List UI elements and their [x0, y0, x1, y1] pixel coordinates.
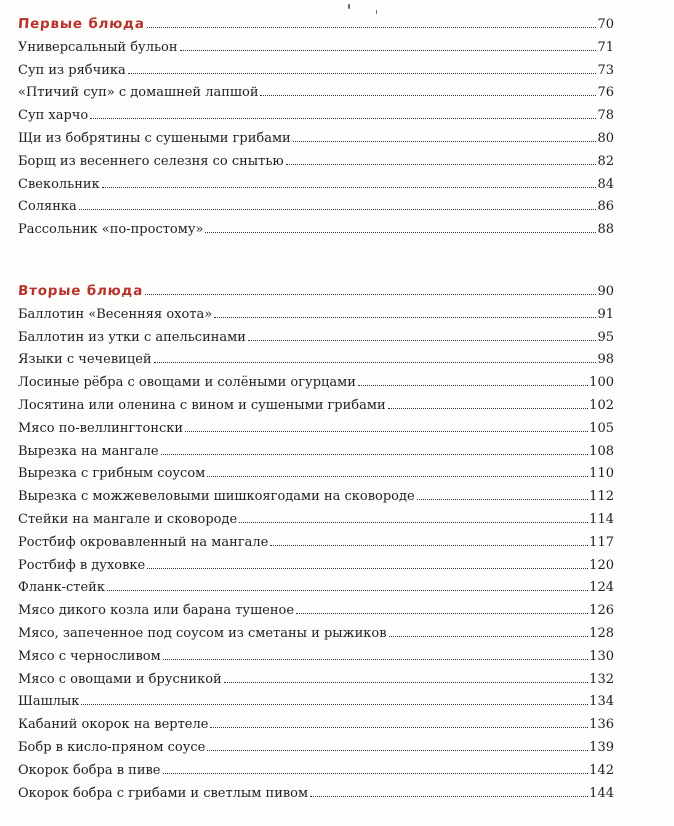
entry-title: Вырезка с можжевеловыми шишкоягодами на сковороде — [18, 489, 415, 505]
dot-leader — [147, 554, 588, 569]
entry-title: Ростбиф окровавленный на мангале — [18, 534, 269, 550]
toc-entry[interactable] — [18, 150, 614, 173]
dot-leader — [207, 462, 588, 477]
entry-page-number: 80 — [597, 130, 614, 146]
entry-title: Универсальный бульон — [18, 39, 178, 55]
entry-title: Шашлык — [18, 694, 80, 710]
entry-page-number: 120 — [589, 557, 614, 573]
entry-title: Вырезка на мангале — [18, 443, 159, 459]
toc-entry[interactable] — [18, 782, 614, 805]
entry-title: Языки с чечевицей — [18, 352, 152, 368]
toc-entry[interactable] — [18, 326, 614, 349]
toc-entry[interactable] — [18, 690, 614, 713]
toc-entry[interactable] — [18, 59, 614, 82]
toc-section-main-courses — [18, 280, 614, 804]
entry-title: Рассольник «по-простому» — [18, 222, 204, 238]
toc-entry[interactable] — [18, 394, 614, 417]
dot-leader — [270, 531, 588, 546]
dot-leader — [90, 104, 596, 119]
dot-leader — [154, 348, 597, 363]
dot-leader — [388, 394, 589, 409]
dot-leader — [248, 326, 597, 341]
entry-title: Суп харчо — [18, 108, 89, 124]
toc-entry[interactable] — [18, 531, 614, 554]
entry-title: Мясо с овощами и брусникой — [18, 671, 222, 687]
dot-leader — [163, 759, 589, 774]
dot-leader — [286, 150, 597, 165]
entry-page-number: 86 — [597, 199, 614, 215]
entry-title: Суп из рябчика — [18, 62, 126, 78]
section-heading-page: 70 — [597, 17, 614, 32]
dot-leader — [81, 690, 588, 705]
entry-title: Мясо с черносливом — [18, 648, 161, 664]
entry-page-number: 76 — [597, 85, 614, 101]
toc-entries — [18, 303, 614, 805]
entry-title: Лосятина или оленина с вином и сушеными грибами — [18, 397, 386, 413]
dot-leader — [358, 371, 588, 386]
toc-entry[interactable] — [18, 127, 614, 150]
toc-entry[interactable] — [18, 348, 614, 371]
toc-entry[interactable] — [18, 485, 614, 508]
entry-title: Фланк-стейк — [18, 580, 105, 596]
toc-entry[interactable] — [18, 371, 614, 394]
entry-title: Кабаний окорок на вертеле — [18, 717, 209, 733]
toc-entry[interactable] — [18, 508, 614, 531]
entry-page-number: 105 — [589, 420, 614, 436]
entry-page-number: 71 — [597, 39, 614, 55]
entry-page-number: 114 — [589, 511, 614, 527]
toc-entry[interactable] — [18, 645, 614, 668]
toc-entry[interactable] — [18, 104, 614, 127]
dot-leader — [161, 440, 589, 455]
toc-entry[interactable] — [18, 759, 614, 782]
toc-entry[interactable] — [18, 195, 614, 218]
toc-section-first-courses — [18, 13, 614, 241]
dot-leader — [210, 713, 588, 728]
dot-leader — [224, 668, 588, 683]
entry-title: Ростбиф в духовке — [18, 557, 146, 573]
dot-leader — [128, 59, 597, 74]
dot-leader — [79, 195, 597, 210]
entry-page-number: 136 — [589, 717, 614, 733]
entry-page-number: 139 — [589, 739, 614, 755]
entry-page-number: 108 — [589, 443, 614, 459]
dot-leader — [185, 417, 588, 432]
section-heading-row[interactable] — [18, 13, 614, 36]
entry-title: Мясо дикого козла или барана тушеное — [18, 603, 295, 619]
entry-page-number: 110 — [589, 466, 614, 482]
entry-title: Бобр в кисло-пряном соусе — [18, 739, 206, 755]
dot-leader — [389, 622, 589, 637]
toc-entries — [18, 36, 614, 241]
entry-page-number: 73 — [597, 62, 614, 78]
dot-leader — [260, 81, 596, 96]
entry-title: Мясо по-веллингтонски — [18, 420, 184, 436]
dot-leader — [147, 13, 597, 28]
entry-page-number: 144 — [589, 785, 614, 801]
section-heading: Первые блюда — [17, 16, 146, 32]
toc-entry[interactable] — [18, 173, 614, 196]
entry-page-number: 112 — [589, 489, 614, 505]
toc-entry[interactable] — [18, 554, 614, 577]
dot-leader — [296, 599, 588, 614]
entry-page-number: 128 — [589, 625, 614, 641]
toc-entry[interactable] — [18, 462, 614, 485]
entry-page-number: 134 — [589, 694, 614, 710]
section-heading-row[interactable] — [18, 280, 614, 303]
dot-leader — [310, 782, 588, 797]
entry-title: Мясо, запеченное под соусом из сметаны и рыжиков — [18, 625, 387, 641]
dot-leader — [417, 485, 588, 500]
entry-page-number: 88 — [597, 222, 614, 238]
entry-title: Свекольник — [18, 176, 100, 192]
entry-page-number: 78 — [597, 108, 614, 124]
toc-entry[interactable] — [18, 81, 614, 104]
dot-leader — [205, 218, 596, 233]
entry-page-number: 98 — [597, 352, 614, 368]
toc-entry[interactable] — [18, 303, 614, 326]
toc-entry[interactable] — [18, 599, 614, 622]
dot-leader — [239, 508, 588, 523]
dot-leader — [293, 127, 597, 142]
entry-page-number: 126 — [589, 603, 614, 619]
dot-leader — [107, 576, 588, 591]
entry-page-number: 84 — [597, 176, 614, 192]
entry-title: «Птичий суп» с домашней лапшой — [18, 85, 259, 101]
entry-title: Щи из бобрятины с сушеными грибами — [18, 130, 291, 146]
entry-title: Окорок бобра в пиве — [18, 762, 161, 778]
dot-leader — [102, 173, 597, 188]
entry-title: Борщ из весеннего селезня со снытью — [18, 153, 284, 169]
section-heading: Вторые блюда — [17, 283, 144, 299]
dot-leader — [145, 280, 596, 295]
entry-title: Баллотин «Весенняя охота» — [18, 306, 213, 322]
entry-page-number: 102 — [589, 397, 614, 413]
entry-page-number: 130 — [589, 648, 614, 664]
entry-title: Вырезка с грибным соусом — [18, 466, 206, 482]
entry-page-number: 95 — [597, 329, 614, 345]
toc-entry[interactable] — [18, 576, 614, 599]
entry-page-number: 100 — [589, 375, 614, 391]
toc-entry[interactable] — [18, 668, 614, 691]
toc-entry[interactable] — [18, 218, 614, 241]
dot-leader — [180, 36, 597, 51]
entry-title: Солянка — [18, 199, 77, 215]
entry-page-number: 117 — [589, 534, 614, 550]
toc-entry[interactable] — [18, 417, 614, 440]
toc-entry[interactable] — [18, 622, 614, 645]
toc-entry[interactable] — [18, 713, 614, 736]
entry-title: Стейки на мангале и сковороде — [18, 511, 238, 527]
dot-leader — [163, 645, 588, 660]
dot-leader — [214, 303, 596, 318]
toc-entry[interactable] — [18, 736, 614, 759]
section-heading-page: 90 — [597, 284, 614, 299]
entry-page-number: 124 — [589, 580, 614, 596]
entry-page-number: 142 — [589, 762, 614, 778]
entry-page-number: 91 — [597, 306, 614, 322]
entry-page-number: 82 — [597, 153, 614, 169]
print-speck — [348, 4, 350, 9]
entry-title: Баллотин из утки с апельсинами — [18, 329, 246, 345]
entry-title: Лосиные рёбра с овощами и солёными огурцами — [18, 375, 356, 391]
entry-title: Окорок бобра с грибами и светлым пивом — [18, 785, 309, 801]
toc-entry[interactable] — [18, 36, 614, 59]
toc-entry[interactable] — [18, 440, 614, 463]
dot-leader — [207, 736, 588, 751]
entry-page-number: 132 — [589, 671, 614, 687]
